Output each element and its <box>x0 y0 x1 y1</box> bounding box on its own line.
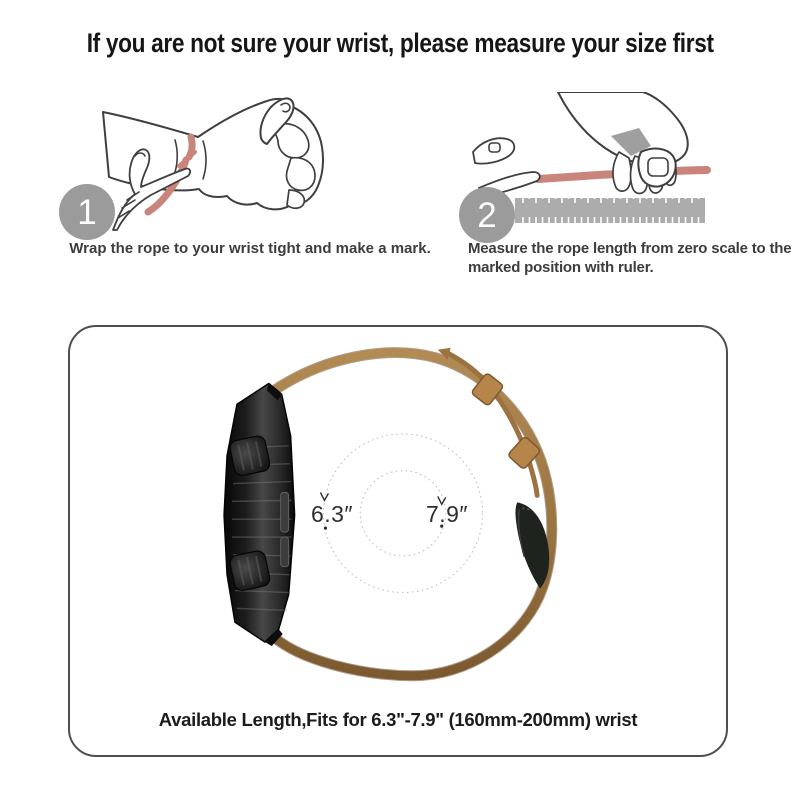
buckle-drawing <box>515 502 549 588</box>
thumbnail-drawing <box>648 158 668 176</box>
min-size-label: 6.3″ <box>310 501 354 527</box>
max-size-label: 7.9″ <box>425 501 469 527</box>
step-2-number-badge: 2 <box>459 187 515 243</box>
ruler-drawing <box>515 198 705 223</box>
page-title: If you are not sure your wrist, please measure your size first <box>86 28 714 58</box>
watch-crown-2 <box>229 550 271 592</box>
step-1-caption: Wrap the rope to your wrist tight and make a mark. <box>69 240 431 257</box>
step-2-caption: Measure the rope length from zero scale to the marked position with ruler. <box>468 240 792 276</box>
watch-crown-1 <box>229 435 271 477</box>
watch-side-button-2 <box>281 537 289 567</box>
watch-side-view-illustration <box>70 327 726 755</box>
wrap-rope-illustration <box>75 92 405 242</box>
available-length-text: Available Length,Fits for 6.3"-7.9" (160mm-200mm) wrist <box>158 709 638 730</box>
gripping-fingers-drawing <box>613 149 676 194</box>
watch-case-drawing <box>224 383 295 646</box>
step-1-number-badge: 1 <box>59 184 115 240</box>
size-guide-box <box>68 325 728 757</box>
watch-side-button-1 <box>281 492 289 532</box>
